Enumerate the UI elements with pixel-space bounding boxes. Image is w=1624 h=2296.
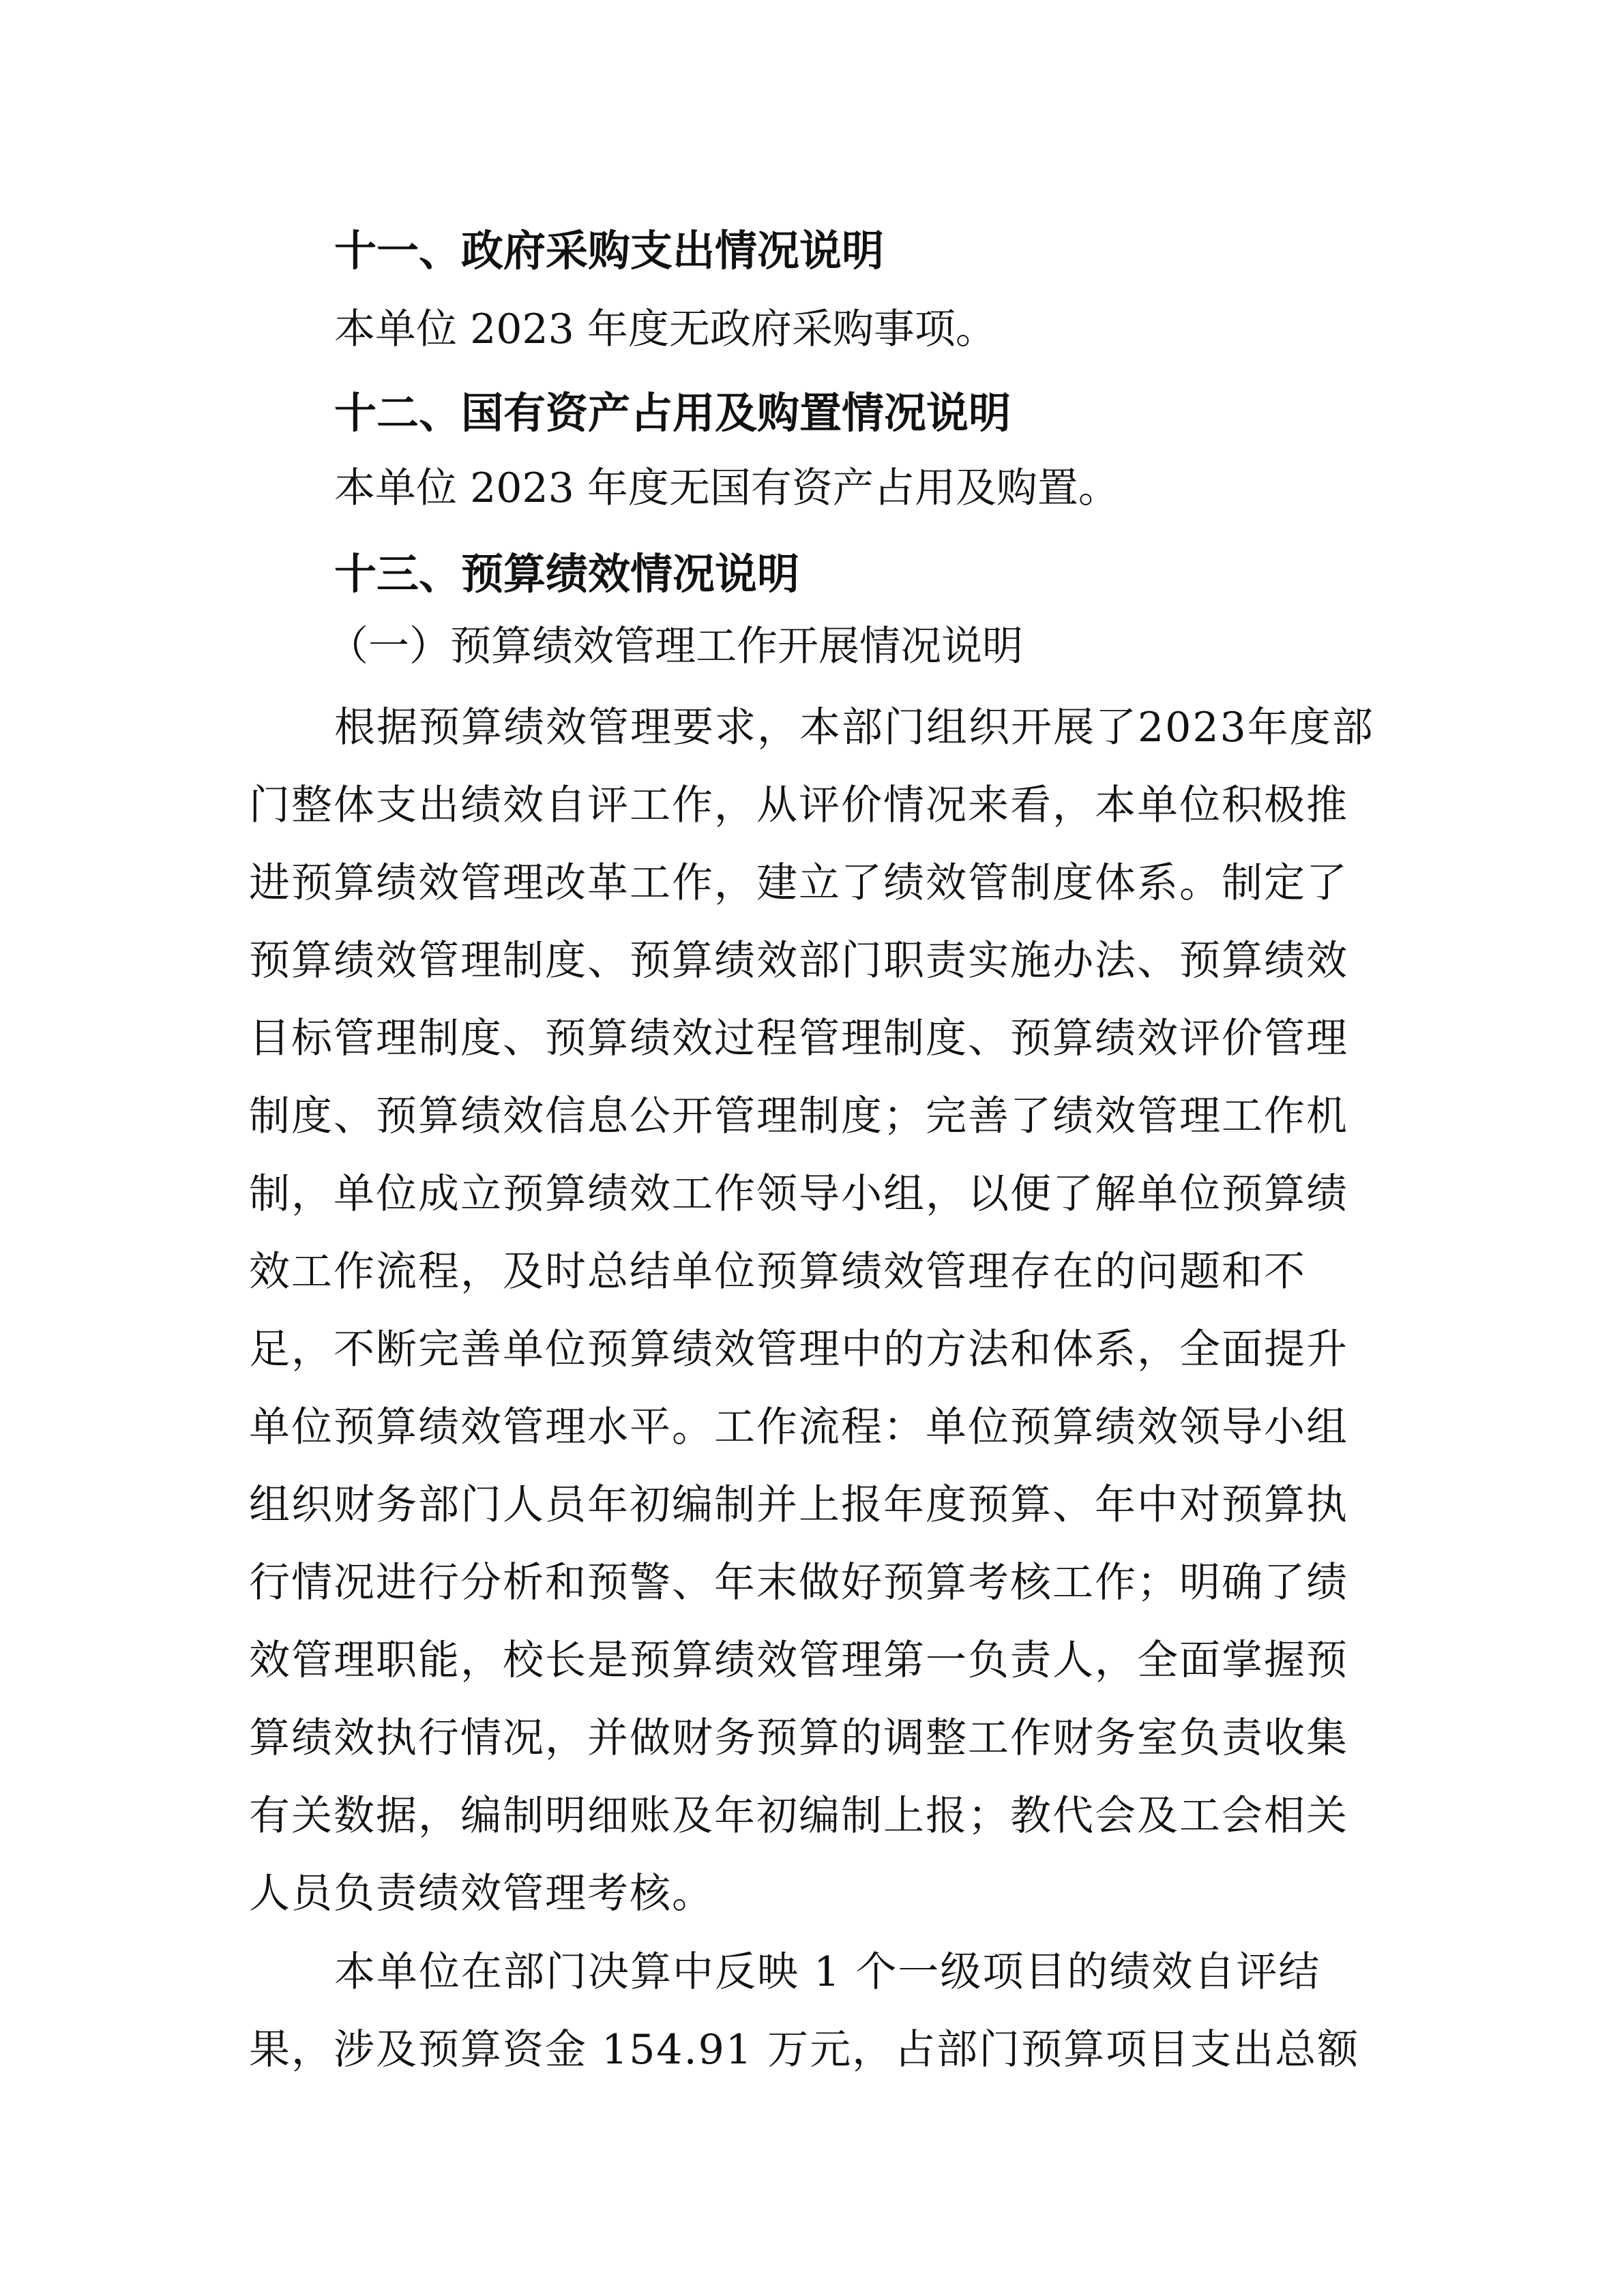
paragraph-line: 本单位在部门决算中反映 1 个一级项目的绩效自评结 xyxy=(334,1948,1321,1996)
paragraph-line: 算绩效执行情况，并做财务预算的调整工作财务室负责收集 xyxy=(249,1714,1348,1762)
paragraph-line: 人员负责绩效管理考核。 xyxy=(249,1870,714,1918)
paragraph-self-evaluation xyxy=(249,1933,1385,2089)
paragraph-line: 根据预算绩效管理要求，本部门组织开展了2023年度部 xyxy=(334,704,1374,751)
paragraph-line: 足，不断完善单位预算绩效管理中的方法和体系，全面提升 xyxy=(249,1326,1348,1373)
paragraph-line: 预算绩效管理制度、预算绩效部门职责实施办法、预算绩效 xyxy=(249,937,1348,985)
section-13-subheading: （一）预算绩效管理工作开展情况说明 xyxy=(327,623,1023,670)
section-11-heading: 十一、政府采购支出情况说明 xyxy=(334,226,885,275)
paragraph-line: 目标管理制度、预算绩效过程管理制度、预算绩效评价管理 xyxy=(249,1015,1348,1062)
section-12-body: 本单位 2023 年度无国有资产占用及购置。 xyxy=(334,464,1119,512)
paragraph-line: 效管理职能，校长是预算绩效管理第一负责人，全面掌握预 xyxy=(249,1637,1348,1684)
paragraph-line: 门整体支出绩效自评工作，从评价情况来看，本单位积极推 xyxy=(249,781,1348,829)
section-11-body: 本单位 2023 年度无政府采购事项。 xyxy=(334,305,996,353)
paragraph-line: 组织财务部门人员年初编制并上报年度预算、年中对预算执 xyxy=(249,1481,1348,1529)
paragraph-line: 进预算绩效管理改革工作，建立了绩效管制度体系。制定了 xyxy=(249,859,1348,907)
paragraph-line: 效工作流程，及时总结单位预算绩效管理存在的问题和不 xyxy=(249,1248,1306,1296)
paragraph-line: 有关数据，编制明细账及年初编制上报；教代会及工会相关 xyxy=(249,1792,1348,1840)
paragraph-line: 制，单位成立预算绩效工作领导小组，以便了解单位预算绩 xyxy=(249,1170,1348,1218)
paragraph-line: 单位预算绩效管理水平。工作流程：单位预算绩效领导小组 xyxy=(249,1403,1348,1451)
paragraph-line: 果，涉及预算资金 154.91 万元，占部门预算项目支出总额 xyxy=(249,2026,1360,2074)
paragraph-line: 制度、预算绩效信息公开管理制度；完善了绩效管理工作机 xyxy=(249,1092,1348,1140)
paragraph-line: 行情况进行分析和预警、年末做好预算考核工作；明确了绩 xyxy=(249,1559,1348,1607)
section-12-heading: 十二、国有资产占用及购置情况说明 xyxy=(334,388,1012,438)
paragraph-performance-management xyxy=(249,689,1385,1933)
section-13-heading: 十三、预算绩效情况说明 xyxy=(334,549,800,599)
